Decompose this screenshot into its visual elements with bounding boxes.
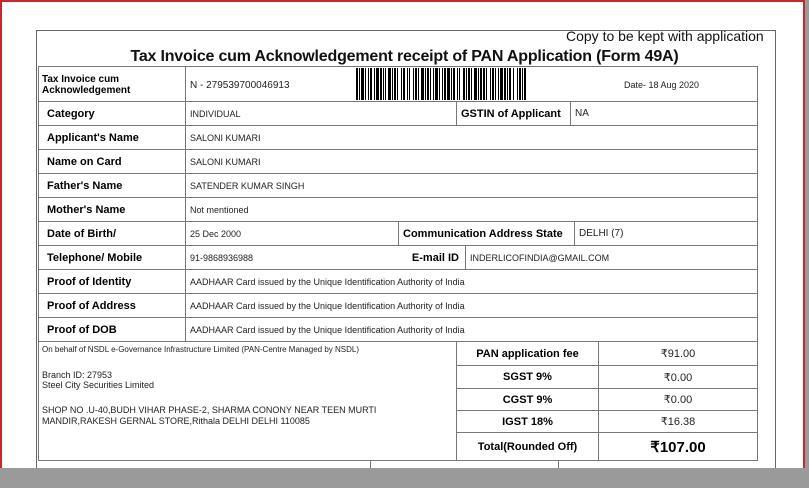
gstin-label: GSTIN of Applicant (461, 107, 561, 120)
cgst-value: ₹0.00 (663, 394, 693, 406)
total-value: ₹107.00 (650, 438, 706, 456)
receipt-title: Tax Invoice cum Acknowledgement receipt of PAN Application (Form 49A) (130, 48, 679, 65)
sgst-value: ₹0.00 (663, 371, 693, 384)
igst-value: ₹16.38 (660, 416, 696, 428)
ack-date: Date- 18 Aug 2020 (624, 80, 700, 90)
barcode-bar (524, 68, 526, 100)
mother-name-label: Mother's Name (47, 203, 126, 216)
pan-fee-value: ₹91.00 (660, 348, 696, 360)
father-name-label: Father's Name (47, 179, 123, 192)
igst-label: IGST 18% (502, 415, 553, 428)
name-on-card-value: SALONI KUMARI (190, 156, 261, 167)
email-value: INDERLICOFINDIA@GMAIL.COM (470, 252, 610, 263)
proof-dob-label: Proof of DOB (47, 323, 117, 336)
name-on-card-label: Name on Card (47, 155, 122, 168)
cgst-label: CGST 9% (502, 393, 553, 406)
branch-id: Branch ID: 27953 (42, 370, 113, 380)
applicant-name-label: Applicant's Name (47, 131, 139, 144)
phone-value: 91-9868936988 (190, 252, 254, 263)
pan-fee-label: PAN application fee (476, 347, 579, 360)
copy-note: Copy to be kept with application (566, 28, 764, 44)
proof-address-value: AADHAAR Card issued by the Unique Identification Authority of India (190, 300, 465, 311)
dob-value: 25 Dec 2000 (190, 228, 242, 239)
mother-name-value: Not mentioned (190, 204, 249, 215)
branch-company: Steel City Securities Limited (42, 380, 155, 390)
viewer-background (0, 468, 809, 488)
proof-dob-value: AADHAAR Card issued by the Unique Identification Authority of India (190, 324, 465, 335)
gstin-value: NA (575, 108, 589, 119)
sgst-label: SGST 9% (503, 371, 552, 383)
comm-state-label: Communication Address State (403, 227, 563, 240)
proof-identity-value: AADHAAR Card issued by the Unique Identification Authority of India (190, 276, 465, 287)
applicant-name-value: SALONI KUMARI (190, 132, 261, 143)
comm-state-value: DELHI (7) (579, 228, 624, 239)
ack-number: N - 279539700046913 (190, 79, 290, 91)
branch-address-line1: SHOP NO .U-40,BUDH VIHAR PHASE-2, SHARMA CONONY NEAR TEEN MURTI (42, 405, 377, 415)
category-label: Category (47, 107, 95, 120)
email-label: E-mail ID (411, 251, 459, 264)
dob-label: Date of Birth/ (47, 227, 117, 240)
total-label: Total(Rounded Off) (477, 440, 578, 453)
branch-address-line2: MANDIR,RAKESH GERNAL STORE,Rithala DELHI DELHI 110085 (42, 416, 310, 426)
phone-label: Telephone/ Mobile (47, 251, 143, 264)
barcode (356, 68, 526, 100)
on-behalf-text: On behalf of NSDL e-Governance Infrastructure Limited (PAN-Centre Managed by NSDL) (42, 344, 360, 354)
proof-address-label: Proof of Address (47, 299, 136, 312)
father-name-value: SATENDER KUMAR SINGH (190, 180, 305, 191)
proof-identity-label: Proof of Identity (47, 275, 132, 288)
category-value: INDIVIDUAL (190, 108, 241, 119)
ack-label: Tax Invoice cum Acknowledgement (42, 74, 131, 96)
table-top-border (38, 66, 758, 67)
